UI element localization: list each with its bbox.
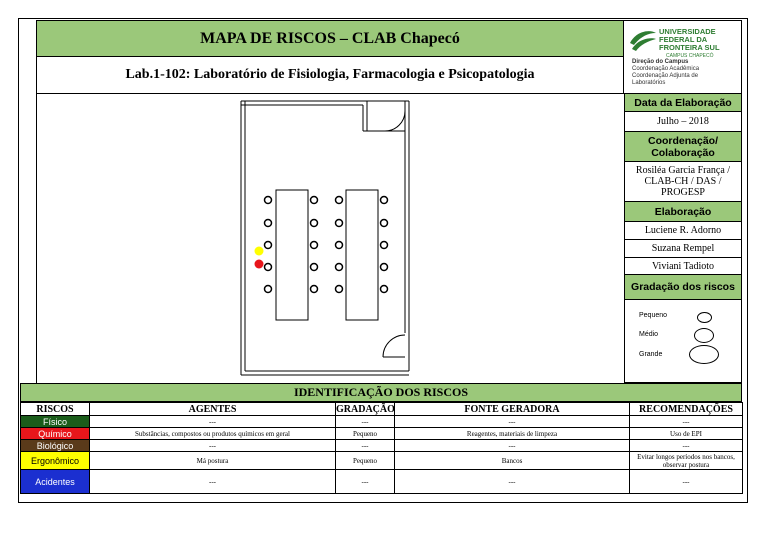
date-label-cell	[624, 93, 742, 112]
header-title-bar	[36, 20, 624, 57]
grade-cell: ---	[336, 416, 395, 428]
logo-line1: UNIVERSIDADE	[659, 27, 716, 36]
elab-name-3: Viviani Tadioto	[651, 260, 715, 272]
elab-name-1: Luciene R. Adorno	[644, 225, 722, 236]
coord-value-cell	[624, 161, 742, 202]
grad-large-label: Grande	[639, 351, 663, 358]
risk-cell: Químico	[21, 428, 90, 440]
elab-name-cell-1	[624, 221, 742, 240]
university-logo-icon	[628, 27, 658, 53]
logo-dept3: Coordenação Adjunta de	[632, 73, 699, 79]
table-row	[21, 470, 743, 494]
grad-label: Gradação dos riscos	[631, 281, 735, 293]
table-row	[21, 452, 743, 470]
date-value-cell	[624, 111, 742, 132]
logo-dept4: Laboratórios	[632, 80, 666, 86]
logo-area	[624, 20, 742, 94]
risk-table	[20, 402, 743, 494]
elab-name-2: Suzana Rempel	[651, 243, 715, 254]
ergonomic-risk-marker	[255, 247, 264, 256]
table-row	[21, 416, 743, 428]
logo-campus: CAMPUS CHAPECÓ	[666, 53, 714, 59]
agent-cell: Má postura	[90, 452, 336, 470]
grade-cell: Pequeno	[336, 452, 395, 470]
date-label: Data da Elaboração	[634, 96, 732, 109]
col-grade: GRADAÇÃO	[336, 403, 395, 415]
grade-cell: Pequeno	[336, 428, 395, 440]
grad-large-circle-icon	[689, 345, 719, 364]
chemical-risk-marker	[255, 260, 264, 269]
agent-cell: Substâncias, compostos ou produtos químicos em geral	[90, 428, 336, 440]
date-value: Julho – 2018	[657, 116, 709, 127]
source-cell: ---	[395, 416, 630, 428]
col-agents: AGENTES	[90, 403, 336, 416]
elab-label-cell	[624, 201, 742, 222]
risk-section-title-bar	[20, 383, 742, 402]
coord-label-cell	[624, 131, 742, 162]
grad-label-cell	[624, 274, 742, 300]
logo-line3: FRONTEIRA SUL	[659, 43, 720, 52]
floor-plan-drawing	[37, 93, 625, 383]
agent-cell: ---	[90, 470, 336, 494]
grade-cell: ---	[336, 440, 395, 452]
coord-value-line3: PROGESP	[661, 187, 705, 198]
risk-cell: Ergonômico	[21, 452, 90, 470]
rec-cell: Evitar longos períodos nos bancos, observar postura	[630, 452, 743, 470]
grad-small-label: Pequeno	[639, 312, 668, 319]
page-title: MAPA DE RISCOS – CLAB Chapecó	[200, 29, 460, 47]
logo-dept1: Direção do Campus	[632, 59, 689, 65]
grad-medium-label: Médio	[639, 331, 659, 338]
coord-value-line1: Rosiléa Garcia França /	[635, 165, 731, 176]
risk-cell: Biológico	[21, 440, 90, 452]
risk-cell: Físico	[21, 416, 90, 428]
rec-cell: ---	[630, 416, 743, 428]
risk-table-header	[21, 403, 743, 416]
coord-label-line1: Coordenação/	[647, 134, 718, 147]
logo-line2: FEDERAL DA	[659, 35, 708, 44]
agent-cell: ---	[90, 416, 336, 428]
coord-label-line2: Colaboração	[651, 146, 715, 159]
grad-small-circle-icon	[697, 312, 712, 323]
grade-cell: ---	[336, 470, 395, 494]
rec-cell: ---	[630, 440, 743, 452]
col-recommendations: RECOMENDAÇÕES	[630, 403, 743, 416]
risk-cell: Acidentes	[21, 470, 90, 494]
elab-name-cell-2	[624, 239, 742, 258]
stools	[265, 197, 388, 293]
col-source: FONTE GERADORA	[395, 403, 630, 416]
grad-medium-circle-icon	[694, 328, 714, 343]
table-row	[21, 440, 743, 452]
page-subtitle: Lab.1-102: Laboratório de Fisiologia, Farmacologia e Psicopatologia	[125, 66, 535, 82]
floor-plan	[36, 93, 624, 383]
risk-section-title: IDENTIFICAÇÃO DOS RISCOS	[293, 385, 469, 399]
coord-value-line2: CLAB-CH / DAS /	[644, 176, 722, 187]
agent-cell: ---	[90, 440, 336, 452]
rec-cell: Uso de EPI	[630, 428, 743, 440]
elab-name-cell-3	[624, 257, 742, 275]
logo-dept2: Coordenação Acadêmica	[632, 66, 700, 72]
elab-label: Elaboração	[654, 205, 712, 218]
col-risk: RISCOS	[21, 403, 90, 416]
source-cell: Reagentes, materiais de limpeza	[395, 428, 630, 440]
source-cell: Bancos	[395, 452, 630, 470]
source-cell: ---	[395, 470, 630, 494]
header-subtitle-bar	[36, 56, 624, 94]
table-row	[21, 428, 743, 440]
rec-cell: ---	[630, 470, 743, 494]
source-cell: ---	[395, 440, 630, 452]
grad-legend-cell	[624, 299, 742, 383]
